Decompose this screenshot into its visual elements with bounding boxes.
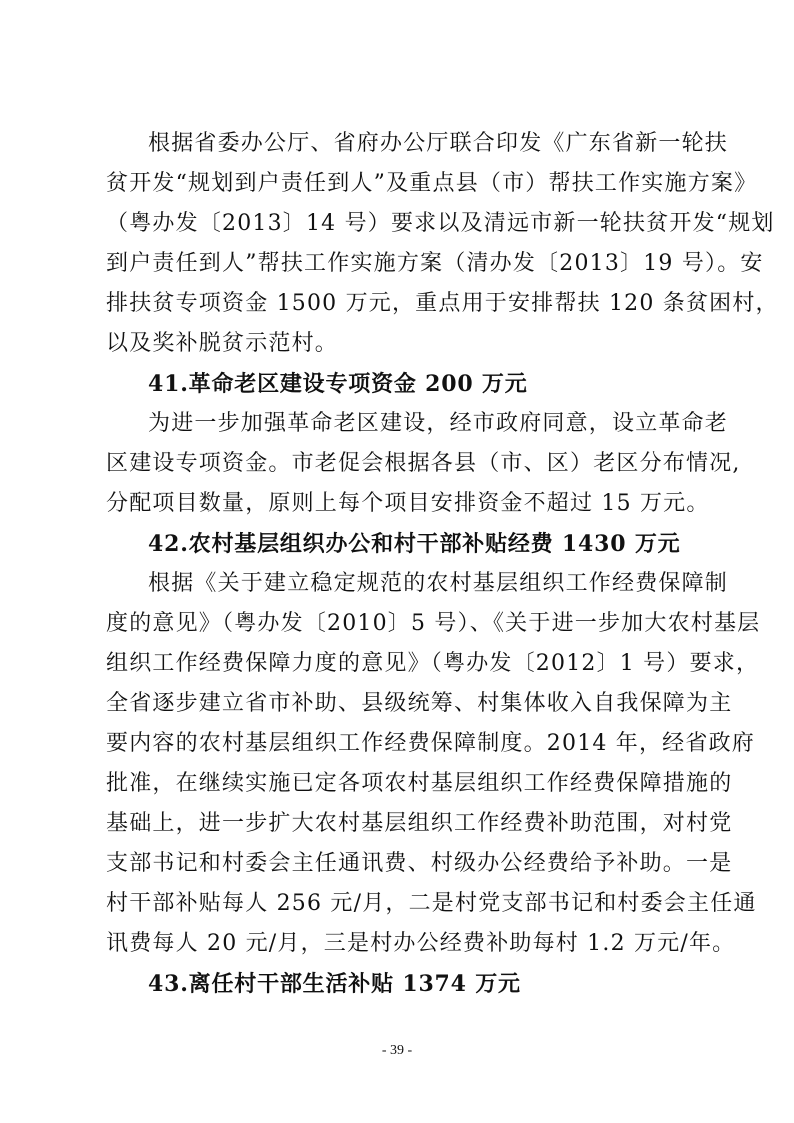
section-heading: 43.离任村干部生活补贴 1374 万元: [148, 971, 521, 997]
paragraph-line: 区建设专项资金。市老促会根据各县（市、区）老区分布情况,: [106, 451, 741, 476]
paragraph-line: 村干部补贴每人 256 元/月，二是村党支部书记和村委会主任通: [106, 891, 757, 916]
paragraph-line: 要内容的农村基层组织工作经费保障制度。2014 年，经省政府: [106, 731, 755, 756]
paragraph-line: （粤办发〔2013〕14 号）要求以及清远市新一轮扶贫开发“规划: [106, 211, 775, 236]
paragraph-line: 根据省委办公厅、省府办公厅联合印发《广东省新一轮扶: [148, 131, 729, 156]
paragraph-line: 基础上，进一步扩大农村基层组织工作经费补助范围，对村党: [106, 811, 733, 836]
paragraph-line: 组织工作经费保障力度的意见》（粤办发〔2012〕1 号）要求，: [106, 651, 760, 676]
section-heading: 42.农村基层组织办公和村干部补贴经费 1430 万元: [148, 531, 681, 557]
section-heading: 41.革命老区建设专项资金 200 万元: [148, 371, 528, 397]
page-number: - 39 -: [381, 1043, 413, 1058]
paragraph-line: 分配项目数量，原则上每个项目安排资金不超过 15 万元。: [106, 491, 710, 516]
paragraph-line: 到户责任到人”帮扶工作实施方案（清办发〔2013〕19 号）。安: [106, 251, 764, 276]
paragraph-line: 根据《关于建立稳定规范的农村基层组织工作经费保障制: [148, 571, 729, 596]
paragraph-line: 全省逐步建立省市补助、县级统筹、村集体收入自我保障为主: [106, 691, 733, 716]
paragraph-line: 为进一步加强革命老区建设，经市政府同意，设立革命老: [148, 411, 729, 436]
paragraph-line: 度的意见》（粤办发〔2010〕5 号）、《关于进一步加大农村基层: [106, 611, 761, 636]
paragraph-line: 支部书记和村委会主任通讯费、村级办公经费给予补助。一是: [106, 851, 733, 876]
paragraph-line: 排扶贫专项资金 1500 万元，重点用于安排帮扶 120 条贫困村，: [106, 291, 779, 316]
paragraph-line: 讯费每人 20 元/月，三是村办公经费补助每村 1.2 万元/年。: [106, 931, 736, 956]
paragraph-line: 以及奖补脱贫示范村。: [106, 331, 339, 356]
paragraph-line: 贫开发“规划到户责任到人”及重点县（市）帮扶工作实施方案》: [106, 171, 758, 196]
paragraph-line: 批准，在继续实施已定各项农村基层组织工作经费保障措施的: [106, 771, 733, 796]
